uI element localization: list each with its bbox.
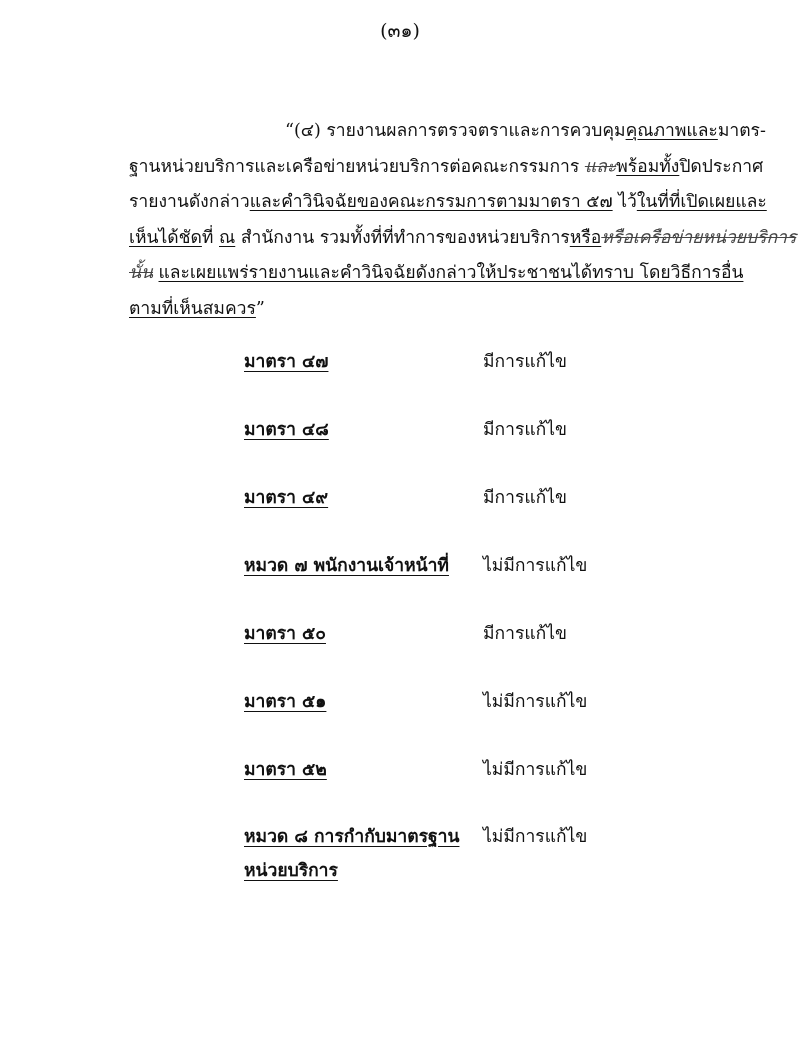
deleted-text: และ: [584, 156, 617, 177]
text-segment: ฐานหน่วยบริการและเครือข่ายหน่วยบริการต่อคณะกรรมการ: [129, 156, 585, 177]
text-segment: “(๔) รายงานผลการตรวจตราและการควบคุม: [285, 121, 626, 141]
section-label: มาตรา ๔๗: [244, 352, 329, 372]
text-segment: มาตร-: [717, 121, 766, 141]
section-row: [0, 755, 800, 795]
section-label: มาตรา ๕๒: [244, 760, 327, 780]
amendment-paragraph: [129, 114, 797, 327]
inserted-text: หรือ: [569, 227, 602, 248]
text-segment: ไว้: [612, 192, 637, 212]
page-number: (๓๑): [380, 20, 420, 42]
amendment-status: มีการแก้ไข: [483, 352, 567, 372]
amendment-status: ไม่มีการแก้ไข: [483, 556, 588, 576]
section-row: [0, 687, 800, 727]
chapter-label-continued: หน่วยบริการ: [244, 861, 338, 881]
inserted-text: และคำวินิจฉัยของคณะกรรมการตามมาตรา ๕๗: [249, 192, 613, 212]
paragraph-line-5: [129, 256, 744, 292]
inserted-text: คุณภาพและ: [625, 121, 718, 141]
inserted-text: เห็นได้ชัด: [129, 227, 202, 248]
section-row: [0, 347, 800, 387]
section-label: มาตรา ๔๙: [244, 488, 329, 508]
text-segment: รายงานดังกล่าว: [129, 192, 250, 212]
chapter-row: [0, 551, 800, 591]
section-row: [0, 483, 800, 523]
section-row: [0, 415, 800, 455]
deleted-text: นั้น: [129, 263, 153, 283]
text-segment: ปิดประกาศ: [679, 156, 764, 177]
inserted-text: ณ: [219, 227, 236, 248]
section-row: [0, 619, 800, 659]
inserted-text: พร้อมทั้ง: [616, 156, 680, 177]
amendment-status: ไม่มีการแก้ไข: [483, 760, 588, 780]
section-label: มาตรา ๕๑: [244, 692, 327, 712]
chapter-label: หมวด ๗ พนักงานเจ้าหน้าที่: [244, 556, 449, 576]
section-label: มาตรา ๔๘: [244, 420, 329, 440]
text-segment: ”: [255, 298, 265, 319]
amendment-status: มีการแก้ไข: [483, 488, 567, 508]
inserted-text: ตามที่เห็นสมควร: [129, 298, 256, 319]
section-label: มาตรา ๕๐: [244, 624, 326, 644]
inserted-text: ในที่ที่เปิดเผยและ: [636, 192, 767, 212]
deleted-text: หรือเครือข่ายหน่วยบริการ: [601, 227, 797, 248]
paragraph-line-4: [129, 221, 797, 257]
amendment-status: มีการแก้ไข: [483, 624, 567, 644]
text-segment: สำนักงาน รวมทั้งที่ที่ทำการของหน่วยบริการ: [235, 227, 570, 248]
chapter-row: [0, 822, 800, 902]
text-segment: ที่: [201, 227, 219, 248]
amendment-status: ไม่มีการแก้ไข: [483, 827, 588, 847]
paragraph-line-2: [129, 150, 764, 186]
chapter-label: หมวด ๘ การกำกับมาตรฐาน: [244, 827, 460, 847]
paragraph-line-3: [129, 185, 767, 221]
amendment-status: ไม่มีการแก้ไข: [483, 692, 588, 712]
paragraph-line-6: [129, 292, 707, 328]
amendment-status: มีการแก้ไข: [483, 420, 567, 440]
paragraph-line-1: [129, 114, 766, 150]
inserted-text: และเผยแพร่รายงานและคำวินิจฉัยดังกล่าวให้ประชาชนได้ทราบ โดยวิธีการอื่น: [158, 263, 744, 283]
